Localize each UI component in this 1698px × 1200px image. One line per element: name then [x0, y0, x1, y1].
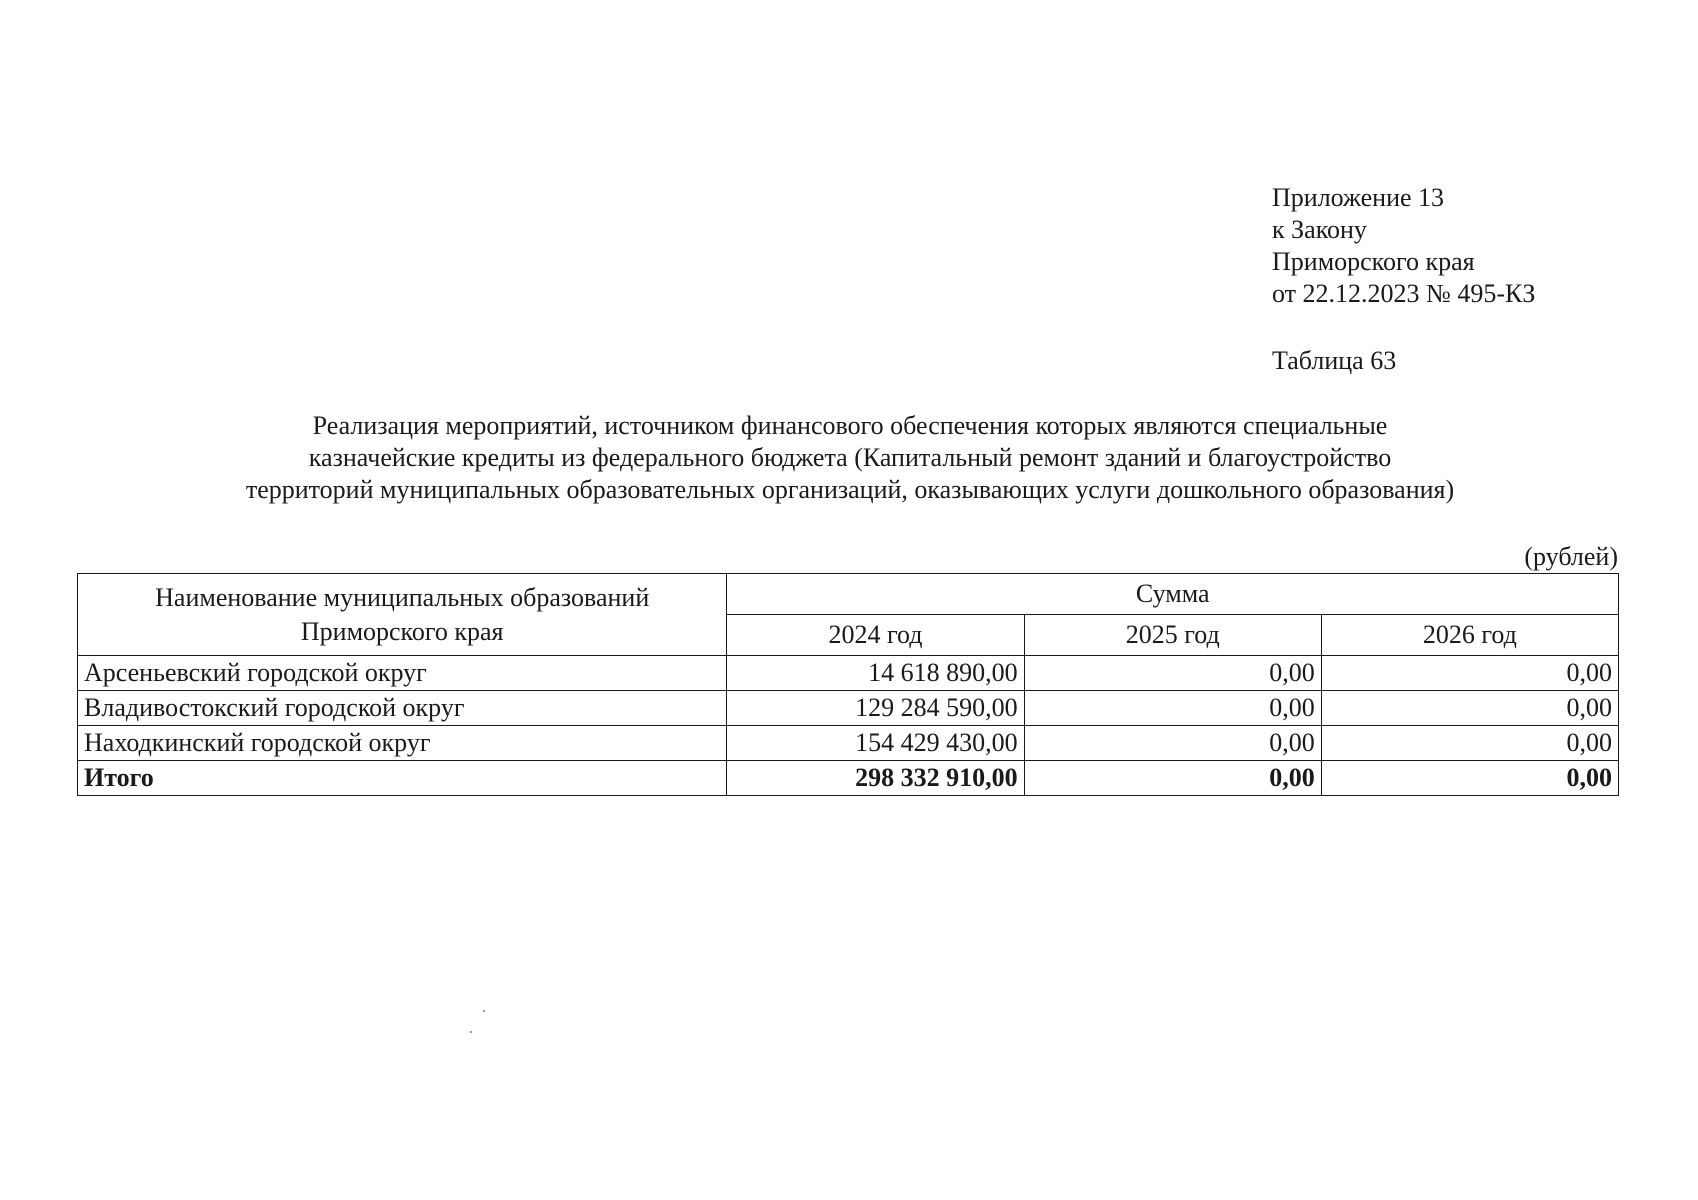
- scan-speck: [483, 1010, 485, 1012]
- header-row: [78, 574, 1619, 615]
- total-2025: 0,00: [1024, 761, 1321, 796]
- amount-2025: 0,00: [1024, 726, 1321, 761]
- budget-table: [77, 573, 1619, 796]
- amount-2024: 154 429 430,00: [727, 726, 1024, 761]
- scan-speck: [470, 1031, 472, 1033]
- year-2025-header: 2025 год: [1024, 615, 1321, 656]
- municipality-column-header: [78, 574, 727, 656]
- amount-2026: 0,00: [1321, 726, 1618, 761]
- municipality-name: Арсеньевский городской округ: [78, 656, 727, 691]
- appendix-line: от 22.12.2023 № 495-КЗ: [1272, 279, 1536, 308]
- sum-column-header: Сумма: [727, 574, 1619, 615]
- total-row: [78, 761, 1619, 796]
- title-line: Реализация мероприятий, источником финансового обеспечения которых являются специальные: [312, 411, 1388, 440]
- total-2026: 0,00: [1321, 761, 1618, 796]
- year-2026-header: 2026 год: [1321, 615, 1618, 656]
- table-row: [78, 691, 1619, 726]
- appendix-line: Приморского края: [1272, 247, 1475, 276]
- year-2024-header: 2024 год: [727, 615, 1024, 656]
- title-line: территорий муниципальных образовательных организаций, оказывающих услуги дошкольного образования): [245, 475, 1455, 504]
- column-header-line: Приморского края: [300, 616, 504, 646]
- appendix-block: [1272, 182, 1535, 310]
- amount-2025: 0,00: [1024, 656, 1321, 691]
- amount-2026: 0,00: [1321, 656, 1618, 691]
- units-label: (рублей): [1524, 542, 1618, 571]
- amount-2024: 129 284 590,00: [727, 691, 1024, 726]
- amount-2024: 14 618 890,00: [727, 656, 1024, 691]
- table-row: [78, 726, 1619, 761]
- total-2024: 298 332 910,00: [727, 761, 1024, 796]
- table-number-label: Таблица 63: [1272, 346, 1397, 375]
- table-row: [78, 656, 1619, 691]
- document-title: [120, 410, 1580, 506]
- appendix-line: Приложение 13: [1272, 183, 1445, 212]
- municipality-name: Находкинский городской округ: [78, 726, 727, 761]
- total-label: Итого: [78, 761, 727, 796]
- title-line: казначейские кредиты из федерального бюджета (Капитальный ремонт зданий и благоустройство: [308, 443, 1392, 472]
- column-header-line: Наименование муниципальных образований: [155, 582, 650, 612]
- amount-2025: 0,00: [1024, 691, 1321, 726]
- appendix-line: к Закону: [1272, 215, 1367, 244]
- municipality-name: Владивостокский городской округ: [78, 691, 727, 726]
- amount-2026: 0,00: [1321, 691, 1618, 726]
